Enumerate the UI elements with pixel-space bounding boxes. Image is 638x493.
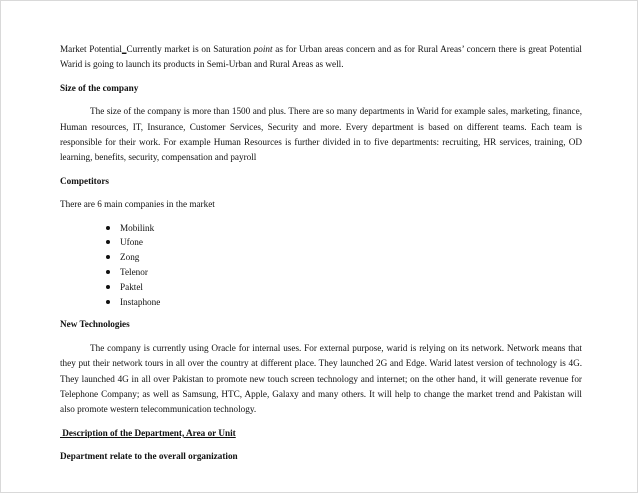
competitors-list <box>60 221 582 310</box>
size-heading: Size of the company <box>60 82 139 93</box>
list-item: Paktel <box>106 280 582 295</box>
list-item: Instaphone <box>106 295 582 310</box>
technologies-paragraph: The company is currently using Oracle for internal uses. For external purpose, warid is relying on its network. Network means that they put their network tours in all over the country at different place. They launched 2G and Edge. Warid latest version of technology is 4G. They launched 4G in all over Pakistan to promote new touch screen technology and internet; on the other hand, it will generate revenue for Telephone Company; as well as Samsung, HTC, Apple, Galaxy and many others. It will help to change the market trend and Pakistan will also promote western telecommunication technology. <box>60 342 582 415</box>
bullet-icon <box>106 270 110 274</box>
intro-paragraph <box>60 42 582 73</box>
bullet-icon <box>106 285 110 289</box>
bullet-icon <box>106 240 110 244</box>
technologies-heading: New Technologies <box>60 319 130 330</box>
competitors-intro: There are 6 main companies in the market <box>60 199 215 210</box>
intro-underscore: _ <box>121 44 127 54</box>
size-paragraph: The size of the company is more than 1500 and plus. There are so many departments in Warid for example sales, marketing, finance, Human resources, IT, Insurance, Customer Services, Security and more. Every department is based on different teams. Each team is responsible for their work. For example Human Resources is further divided in to five departments: recruiting, HR services, training, OD learning, benefits, security, compensation and payroll <box>60 106 582 163</box>
competitors-heading: Competitors <box>60 175 109 186</box>
department-heading: Description of the Department, Area or Unit <box>60 427 236 438</box>
bullet-icon <box>106 255 110 259</box>
list-item: Telenor <box>106 265 582 280</box>
intro-text-3: as for Urban areas concern and as for Rural Areas’ concern there is great Potential Warid is going to launch its products in Semi-Urban and Rural Areas as well. <box>60 44 582 70</box>
intro-text-1: Market Potential <box>60 44 122 54</box>
document-content <box>60 42 582 465</box>
department-subheading: Department relate to the overall organization <box>60 451 238 462</box>
bullet-icon <box>106 300 110 304</box>
intro-italic: point <box>253 44 273 54</box>
bullet-icon <box>106 226 110 230</box>
list-item: Mobilink <box>106 221 582 236</box>
list-item: Zong <box>106 250 582 265</box>
list-item: Ufone <box>106 235 582 250</box>
intro-text-2: Currently market is on Saturation <box>126 44 254 54</box>
